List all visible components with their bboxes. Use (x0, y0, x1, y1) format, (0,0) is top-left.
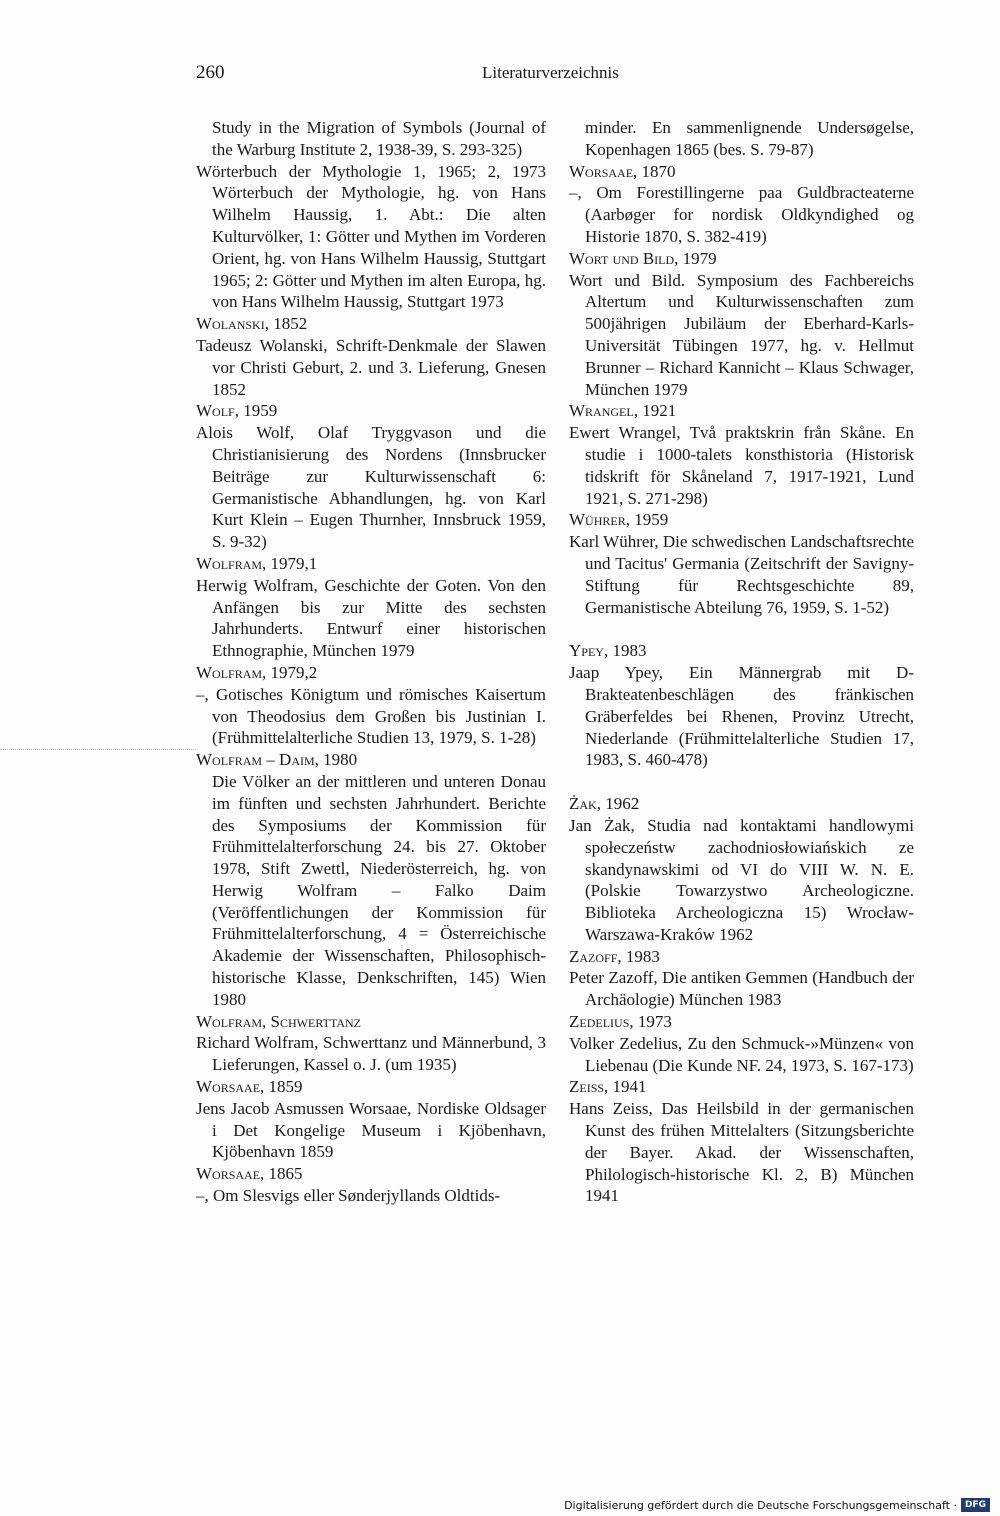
bibliography-reference: minder. En sammenlignende Undersøgelse, Kopenhagen 1865 (bes. S. 79-87) (585, 118, 914, 159)
bibliography-key: Wort und Bild, 1979 (569, 248, 717, 268)
bibliography-key: Wrangel, 1921 (569, 401, 677, 421)
bibliography-key: Wolfram – Daim, 1980 (196, 750, 358, 770)
bibliography-entry (569, 161, 914, 183)
bibliography-key: Wolf, 1959 (196, 401, 278, 421)
bibliography-entry (196, 1185, 546, 1207)
bibliography-entry (569, 1076, 914, 1098)
footer-text: Digitalisierung gefördert durch die Deutsche Forschungsgemeinschaft · (564, 1498, 957, 1512)
bibliography-reference: Jaap Ypey, Ein Männergrab mit D-Brakteatenbeschlägen des fränkischen Gräberfeldes bei Rhenen, Provinz Utrecht, Niederlande (Frühmittelalterliche Studien 17, 1983, S. 460-478) (569, 663, 914, 770)
bibliography-reference: Peter Zazoff, Die antiken Gemmen (Handbuch der Archäologie) München 1983 (569, 968, 914, 1010)
bibliography-reference: Die Völker an der mittleren und unteren Donau im fünften und sechsten Jahrhundert. Berichte des Symposiums der Kommission für Frühmittelalterforschung 24. bis 27. Oktober 1978, Stift Zwettl, Niederösterreich, hg. von Herwig Wolfram – Falko Daim (Veröffentlichungen der Kommission für Frühmittelalterforschung, 4 = Österreichische Akademie der Wissenschaften, Philosophisch-historische Klasse, Denkschriften, 145) Wien 1980 (212, 771, 546, 1009)
bibliography-entry (196, 553, 546, 575)
bibliography-entry (196, 771, 546, 1011)
bibliography-entry (569, 1033, 914, 1077)
bibliography-key: Wolanski, 1852 (196, 314, 308, 334)
bibliography-entry (196, 400, 546, 422)
bibliography-entry (196, 749, 546, 771)
running-head: Literaturverzeichnis (482, 63, 619, 82)
bibliography-entry (196, 313, 546, 335)
bibliography-entry (569, 422, 914, 509)
left-column (196, 117, 546, 1207)
bibliography-entry (569, 815, 914, 946)
bibliography-reference: Study in the Migration of Symbols (Journal of the Warburg Institute 2, 1938-39, S. 293-325) (212, 118, 546, 159)
dfg-logo: DFG (961, 1498, 990, 1512)
bibliography-key: Wührer, 1959 (569, 510, 669, 530)
bibliography-entry (196, 1098, 546, 1163)
bibliography-reference: –, Om Slesvigs eller Sønderjyllands Oldtids- (196, 1186, 501, 1206)
entry-gap (569, 771, 914, 793)
bibliography-entry (196, 1163, 546, 1185)
bibliography-key: Worsaae, 1865 (196, 1164, 303, 1184)
bibliography-reference: Wort und Bild. Symposium des Fachbereichs Altertum und Kulturwissenschaften zum 500jährigen Jubiläum der Eberhard-Karls-Universität Tübingen 1977, hg. v. Hellmut Brunner – Richard Kannicht – Klaus Schwager, München 1979 (569, 270, 914, 399)
bibliography-entry (569, 1011, 914, 1033)
bibliography-reference: Volker Zedelius, Zu den Schmuck-»Münzen« von Liebenau (Die Kunde NF. 24, 1973, S. 167-173) (569, 1033, 914, 1075)
bibliography-entry (196, 1011, 546, 1033)
bibliography-reference: Jens Jacob Asmussen Worsaae, Nordiske Oldsager i Det Kongelige Museum i Kjöbenhavn, Kjöbenhavn 1859 (196, 1098, 546, 1162)
bibliography-reference: Ewert Wrangel, Två praktskrin från Skåne. En studie i 1000-talets konsthistoria (Historisk tidskrift för Skåneland 7, 1917-1921, Lund 1921, S. 271-298) (569, 423, 914, 508)
bibliography-entry (569, 270, 914, 401)
scan-dotted-line (0, 749, 196, 750)
page-number: 260 (196, 62, 225, 83)
bibliography-entry (569, 182, 914, 247)
bibliography-entry (196, 662, 546, 684)
bibliography-key: Wolfram, Schwerttanz (196, 1011, 361, 1031)
bibliography-entry (196, 335, 546, 400)
bibliography-entry (569, 967, 914, 1011)
bibliography-entry (569, 400, 914, 422)
bibliography-reference: –, Om Forestillingerne paa Guldbracteaterne (Aarbøger for nordisk Oldkyndighed og Historie 1870, S. 382-419) (569, 183, 914, 246)
bibliography-reference: Tadeusz Wolanski, Schrift-Denkmale der Slawen vor Christi Geburt, 2. und 3. Lieferung, Gnesen 1852 (196, 335, 546, 399)
bibliography-entry (569, 793, 914, 815)
bibliography-reference: Wörterbuch der Mythologie 1, 1965; 2, 1973 Wörterbuch der Mythologie, hg. von Hans Wilhelm Haussig, 1. Abt.: Die alten Kulturvölker, 1: Götter und Mythen im Vorderen Orient, hg. von Hans Wilhelm Haussig, Stuttgart 1965; 2: Götter und Mythen im alten Europa, hg. von Hans Wilhelm Haussig, Stuttgart 1973 (196, 161, 546, 312)
bibliography-key: Zazoff, 1983 (569, 946, 660, 966)
bibliography-entry (196, 1032, 546, 1076)
bibliography-entry (569, 946, 914, 968)
bibliography-entry (569, 509, 914, 531)
bibliography-key: Zedelius, 1973 (569, 1012, 672, 1032)
bibliography-key: Zeiss, 1941 (569, 1077, 647, 1097)
bibliography-entry (196, 422, 546, 553)
bibliography-reference: Alois Wolf, Olaf Tryggvason und die Christianisierung des Nordens (Innsbrucker Beiträge zur Kulturwissenschaft 6: Germanistische Abhandlungen, hg. von Karl Kurt Klein – Eugen Thurnher, Innsbruck 1959, S. 9-32) (196, 423, 546, 552)
bibliography-entry (196, 1076, 546, 1098)
bibliography-entry (569, 662, 914, 771)
bibliography-entry (569, 117, 914, 161)
bibliography-entry (569, 640, 914, 662)
bibliography-entry (196, 575, 546, 662)
bibliography-reference: –, Gotisches Königtum und römisches Kaisertum von Theodosius dem Großen bis Justinian I. (Frühmittelalterliche Studien 13, 1979, S. 1-28) (196, 684, 546, 748)
entry-gap (569, 618, 914, 640)
bibliography-entry (569, 1098, 914, 1207)
bibliography-key: Worsaae, 1870 (569, 161, 676, 181)
bibliography-reference: Jan Żak, Studia nad kontaktami handlowymi społeczeństw zachodniosłowiańskich ze skandynawskimi od VI do VIII W. N. E. (Polskie Towarzystwo Archeologiczne. Biblioteka Archeologiczna 15) Wrocław-Warszawa-Kraków 1962 (569, 815, 914, 944)
bibliography-key: Wolfram, 1979,1 (196, 553, 318, 573)
bibliography-reference: Herwig Wolfram, Geschichte der Goten. Von den Anfängen bis zur Mitte des sechsten Jahrhunderts. Entwurf einer historischen Ethnographie, München 1979 (196, 575, 546, 661)
bibliography-entry (569, 248, 914, 270)
footer-credit (564, 1498, 990, 1512)
bibliography-entry (196, 684, 546, 749)
bibliography-entry (196, 117, 546, 161)
bibliography-key: Worsaae, 1859 (196, 1077, 303, 1097)
right-column (569, 117, 914, 1207)
bibliography-reference: Karl Wührer, Die schwedischen Landschaftsrechte und Tacitus' Germania (Zeitschrift der Savigny-Stiftung für Rechtsgeschichte 89, Germanistische Abteilung 76, 1959, S. 1-52) (569, 532, 914, 617)
bibliography-key: Wolfram, 1979,2 (196, 662, 318, 682)
bibliography-key: Ypey, 1983 (569, 641, 647, 661)
bibliography-entry (569, 531, 914, 618)
bibliography-reference: Hans Zeiss, Das Heilsbild in der germanischen Kunst des frühen Mittelalters (Sitzungsberichte der Bayer. Akad. der Wissenschaften, Philologisch-historische Kl. 2, B) München 1941 (569, 1099, 914, 1206)
bibliography-entry (196, 161, 546, 314)
bibliography-reference: Richard Wolfram, Schwerttanz und Männerbund, 3 Lieferungen, Kassel o. J. (um 1935) (196, 1033, 546, 1075)
bibliography-key: Żak, 1962 (569, 794, 640, 814)
